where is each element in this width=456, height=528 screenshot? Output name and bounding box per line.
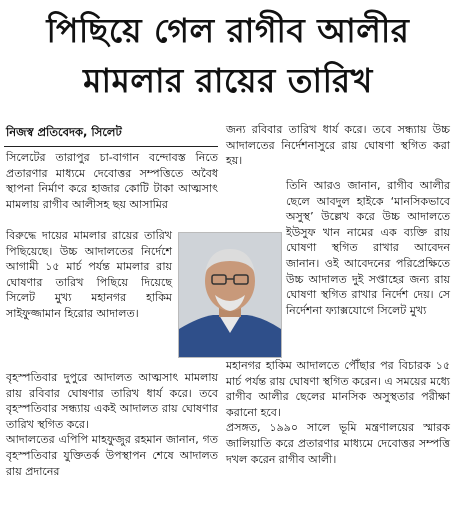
right-bottom-paragraph: মহানগর হাকিম আদালতে পৌঁছার পর বিচারক ১৫ মার্চ পর্যন্ত রায় ঘোষণা স্থগিত করেন। এ সময়ের মধ্যে রাগীব আলীর ছেলের মানসিক অসুস্থতার পরীক্ষা করানো হবে। (226, 359, 450, 419)
right-wrap-paragraph: তিনি আরও জানান, রাগীব আলীর ছেলে আবদুল হাইকে ‘মানসিকভাবে অসুস্থ’ উল্লেখ করে উচ্চ আদালতে ইউসুফ খান নামের এক ব্যক্তি রায় ঘোষণা স্থগিত রাখার আবেদন জানান। ওই আবেদনের পরিপ্রেক্ষিতে উচ্চ আদালত দুই সপ্তাহের জন্য রায় ঘোষণা স্থগিত রাখার নির্দেশ দেয়। সে নির্দেশনা ফ্যাক্সযোগে সিলেট মুখ্য (286, 179, 450, 317)
right-column-bottom (226, 358, 450, 467)
right-bottom-paragraph-2: প্রসঙ্গত, ১৯৯০ সালে ভূমি মন্ত্রণালয়ের স্মারক জালিয়াতি করে প্রতারণার মাধ্যমে দেবোত্তর সম্পত্তি দখল করেন রাগীব আলী। (226, 421, 450, 466)
portrait-photo (178, 232, 282, 358)
left-intro-paragraph: সিলেটের তারাপুর চা-বাগান বন্দোবস্ত নিতে প্রতারণার মাধ্যমে দেবোত্তর সম্পত্তিতে অবৈধ স্থাপনা নির্মাণ করে হাজার কোটি টাকা আত্মসাৎ মামলায় রাগীব আলীসহ ছয় আসামির (6, 151, 218, 211)
right-column-top (226, 122, 450, 169)
left-bottom-paragraph: বৃহস্পতিবার দুপুরে আদালত আত্মসাৎ মামলায় রায় রবিবার ঘোষণার তারিখ ধার্য করে। তবে বৃহস্পতিবার সন্ধ্যায় একই আদালত রায় ঘোষণার তারিখ স্থগিত করে। (6, 371, 218, 431)
byline-rule (4, 146, 218, 147)
headline-line-1: পিছিয়ে গেল রাগীব আলীর (46, 11, 410, 50)
headline (4, 6, 452, 106)
left-bottom-paragraph-2: আদালতের এপিপি মাহফুজুর রহমান জানান, গত বৃহস্পতিবার যুক্তিতর্ক উপস্থাপন শেষে আদালত রায় প্রদানের (6, 433, 218, 478)
left-wrap-paragraph: বিরুদ্ধে দায়ের মামলার রায়ের তারিখ পিছিয়েছে। উচ্চ আদালতের নির্দেশে আগামী ১৫ মার্চ পর্যন্ত মামলার রায় ঘোষণার তারিখ পিছিয়ে দিয়েছে সিলেট মুখ্য মহানগর হাকিম সাইফুজ্জামান হিরোর আদালত। (6, 229, 172, 320)
portrait-illustration (179, 233, 281, 357)
left-column-bottom (6, 370, 218, 479)
right-top-paragraph: জন্য রবিবার তারিখ ধার্য করে। তবে সন্ধ্যায় উচ্চ আদালতের নির্দেশনাসুরে রায় ঘোষণা স্থগিত করা হয়। (226, 123, 450, 168)
headline-line-2: মামলার রায়ের তারিখ (83, 61, 373, 100)
byline: নিজস্ব প্রতিবেদক, সিলেট (6, 125, 122, 139)
left-column-wrap (6, 228, 172, 322)
right-column-wrap (286, 178, 450, 318)
left-column-intro (6, 150, 218, 212)
